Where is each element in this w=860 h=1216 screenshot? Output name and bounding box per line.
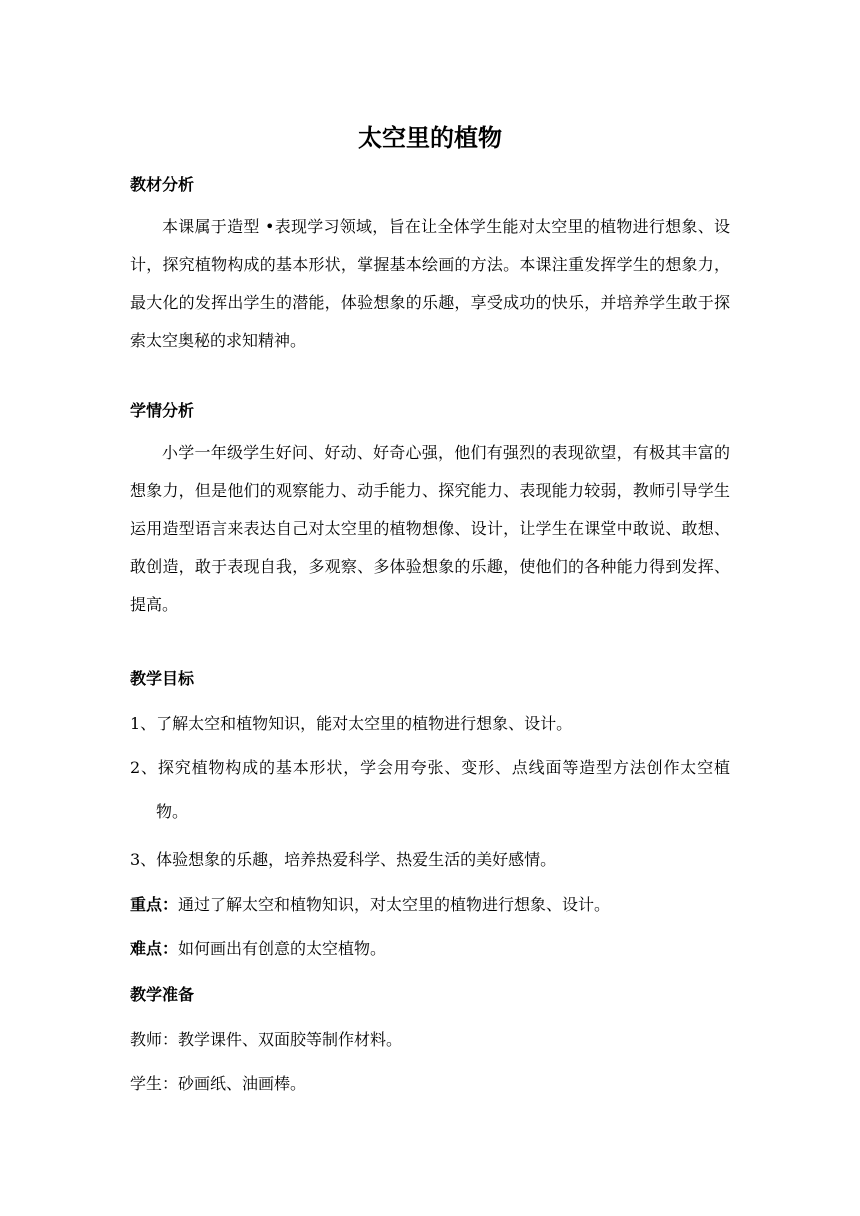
paragraph-student-analysis: 小学一年级学生好问、好动、好奇心强，他们有强烈的表现欲望，有极其丰富的想象力，但是他们的观察能力、动手能力、探究能力、表现能力较弱，教师引导学生运用造型语言来表达自己对太空里的植物想像、设计，让学生在课堂中敢说、敢想、敢创造，敢于表现自我，多观察、多体验想象的乐趣，使他们的各种能力得到发挥、提高。 <box>130 443 730 614</box>
goal-item-1: 1、了解太空和植物知识，能对太空里的植物进行想象、设计。 <box>130 714 573 733</box>
heading-textbook-analysis: 教材分析 <box>130 175 195 194</box>
difficulty <box>130 937 730 961</box>
heading-teaching-preparation: 教学准备 <box>130 985 195 1004</box>
preparation-teacher: 教师：教学课件、双面胶等制作材料。 <box>130 1030 403 1049</box>
preparation-student: 学生：砂画纸、油画棒。 <box>130 1074 307 1093</box>
key-point-text: 通过了解太空和植物知识，对太空里的植物进行想象、设计。 <box>178 895 611 914</box>
paragraph-textbook-analysis: 本课属于造型 •表现学习领域，旨在让全体学生能对太空里的植物进行想象、设计，探究植物构成的基本形状，掌握基本绘画的方法。本课注重发挥学生的想象力，最大化的发挥出学生的潜能，体验想象的乐趣，享受成功的快乐，并培养学生敢于探索太空奥秘的求知精神。 <box>130 217 730 350</box>
difficulty-text: 如何画出有创意的太空植物。 <box>178 939 387 958</box>
key-point-label: 重点： <box>130 895 179 914</box>
difficulty-label: 难点： <box>130 939 179 958</box>
heading-student-analysis: 学情分析 <box>130 401 195 420</box>
goal-item-2: 2、探究植物构成的基本形状，学会用夸张、变形、点线面等造型方法创作太空植物。 <box>130 758 730 821</box>
key-point <box>130 893 730 917</box>
document-title: 太空里的植物 <box>358 124 502 152</box>
heading-teaching-goals: 教学目标 <box>130 669 195 688</box>
goal-item-3: 3、体验想象的乐趣，培养热爱科学、热爱生活的美好感情。 <box>130 850 557 869</box>
